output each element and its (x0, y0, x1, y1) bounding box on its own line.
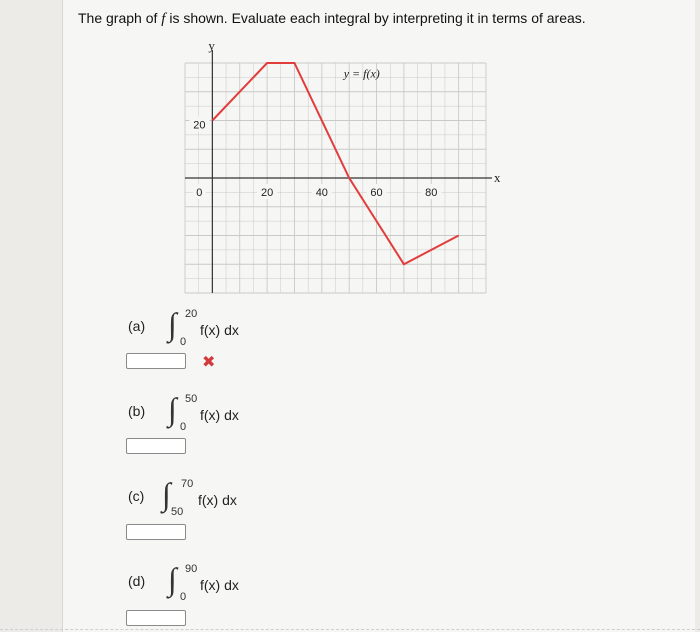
problem-statement (78, 10, 586, 28)
upper-limit: 70 (181, 478, 194, 490)
y-axis-label: y (208, 38, 215, 53)
integrand: f(x) dx (200, 577, 239, 593)
upper-limit: 90 (185, 563, 198, 575)
question-b-label: (b) (128, 403, 146, 419)
answer-input-c[interactable] (126, 524, 186, 540)
lower-limit: 0 (180, 336, 187, 348)
answer-input-b[interactable] (126, 438, 186, 454)
integrand: f(x) dx (200, 322, 239, 338)
function-graph (180, 38, 500, 300)
integrand: f(x) dx (198, 492, 237, 508)
x-tick-label: 20 (260, 187, 274, 199)
question-c-label: (c) (128, 488, 145, 504)
prompt-text-end: is shown. Evaluate each integral by interpreting it in terms of areas. (165, 10, 586, 26)
upper-limit: 20 (185, 308, 198, 320)
divider (0, 628, 700, 630)
upper-limit: 50 (185, 393, 198, 405)
x-tick-label: 60 (370, 187, 383, 199)
function-name: f (161, 11, 166, 27)
integrand: f(x) dx (200, 407, 239, 423)
lower-limit: 0 (180, 421, 187, 433)
integral-sign: ∫ (168, 561, 177, 597)
y-tick-label: 20 (193, 119, 206, 132)
answer-input-d[interactable] (126, 610, 186, 626)
x-axis-label: x (494, 170, 500, 185)
x-tick-label: 80 (425, 187, 438, 199)
curve-label: y = f(x) (343, 66, 380, 81)
prompt-text-start: The graph of (78, 10, 162, 26)
answer-input-a[interactable] (126, 353, 186, 369)
integral-sign: ∫ (162, 476, 171, 512)
question-a-label: (a) (128, 318, 146, 334)
graph-axes (185, 50, 492, 293)
lower-limit: 0 (180, 591, 187, 603)
question-d-label: (d) (128, 573, 146, 589)
incorrect-x-icon: ✖ (202, 354, 216, 371)
integral-sign: ∫ (168, 306, 177, 342)
lower-limit: 50 (171, 506, 184, 518)
x-tick-label: 40 (315, 187, 328, 199)
integral-sign: ∫ (168, 391, 177, 427)
graph-tick-labels (189, 38, 500, 199)
origin-label: 0 (196, 187, 203, 199)
